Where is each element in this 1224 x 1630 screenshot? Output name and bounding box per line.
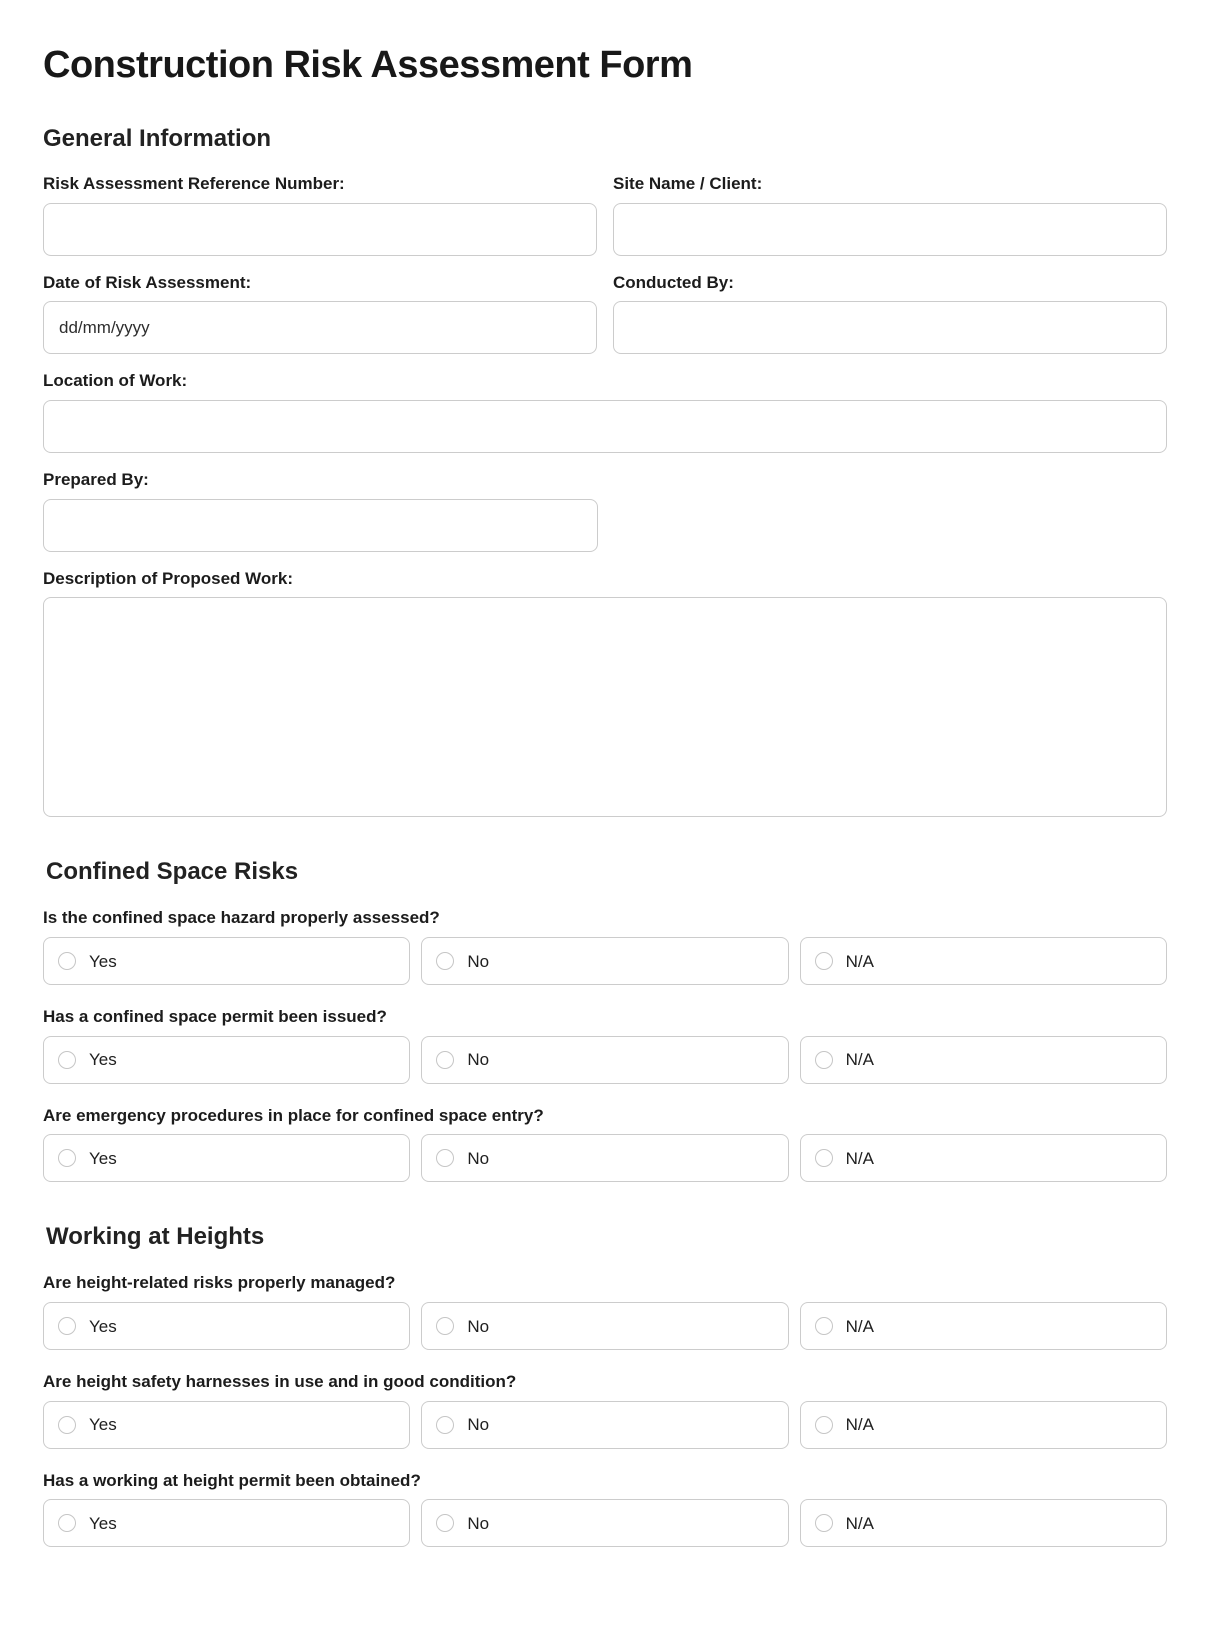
question-label: Has a working at height permit been obtained? [43,1470,421,1490]
radio-group [43,1134,1167,1182]
radio-option-na[interactable] [800,1499,1167,1547]
question-confined-permit [43,1008,1167,1084]
radio-option-label: N/A [845,1050,874,1070]
radio-circle-icon[interactable] [815,1416,833,1434]
question-heights-permit [43,1472,1167,1548]
question-label: Is the confined space hazard properly assessed? [43,908,440,928]
radio-circle-icon[interactable] [58,1051,76,1069]
radio-group [43,1302,1167,1350]
radio-circle-icon[interactable] [436,1051,454,1069]
radio-circle-icon[interactable] [58,1317,76,1335]
description-textarea[interactable] [43,597,1167,817]
radio-option-na[interactable] [800,1401,1167,1449]
radio-option-na[interactable] [800,1036,1167,1084]
radio-circle-icon[interactable] [815,1149,833,1167]
radio-circle-icon[interactable] [436,952,454,970]
radio-option-label: No [467,1415,490,1435]
radio-option-label: No [467,951,490,971]
question-confined-assessed [43,909,1167,985]
question-label: Are height-related risks properly managed? [43,1273,396,1293]
radio-option-yes[interactable] [43,937,410,985]
field-date [43,274,597,355]
radio-circle-icon[interactable] [58,952,76,970]
radio-circle-icon[interactable] [815,1317,833,1335]
radio-option-label: Yes [89,951,117,971]
date-input[interactable] [43,301,597,354]
row-ref-site [43,175,1167,256]
field-ref-number [43,175,597,256]
row-date-conducted [43,274,1167,355]
question-heights-managed [43,1274,1167,1350]
description-label: Description of Proposed Work: [43,568,293,588]
radio-option-no[interactable] [421,1401,788,1449]
radio-option-no[interactable] [421,1302,788,1350]
radio-option-no[interactable] [421,937,788,985]
radio-option-label: N/A [845,1513,874,1533]
prepared-by-input[interactable] [43,499,598,552]
radio-circle-icon[interactable] [815,1051,833,1069]
question-label: Are emergency procedures in place for confined space entry? [43,1105,544,1125]
field-location [43,372,1167,453]
radio-option-na[interactable] [800,937,1167,985]
date-label: Date of Risk Assessment: [43,272,252,292]
radio-option-label: Yes [89,1513,117,1533]
site-name-input[interactable] [613,203,1167,256]
question-heights-harnesses [43,1373,1167,1449]
radio-option-na[interactable] [800,1302,1167,1350]
question-label: Has a confined space permit been issued? [43,1007,387,1027]
field-description [43,570,1167,818]
field-prepared-by [43,471,1167,552]
radio-circle-icon[interactable] [436,1416,454,1434]
radio-circle-icon[interactable] [436,1317,454,1335]
radio-option-no[interactable] [421,1036,788,1084]
location-label: Location of Work: [43,371,188,391]
radio-option-no[interactable] [421,1499,788,1547]
radio-group [43,1036,1167,1084]
radio-circle-icon[interactable] [58,1149,76,1167]
radio-group [43,1499,1167,1547]
radio-group [43,937,1167,985]
ref-number-input[interactable] [43,203,597,256]
radio-option-label: N/A [845,1415,874,1435]
radio-option-label: N/A [845,951,874,971]
radio-group [43,1401,1167,1449]
radio-circle-icon[interactable] [58,1416,76,1434]
radio-option-label: No [467,1050,490,1070]
radio-option-na[interactable] [800,1134,1167,1182]
radio-option-yes[interactable] [43,1499,410,1547]
radio-option-yes[interactable] [43,1401,410,1449]
page-title: Construction Risk Assessment Form [43,44,693,86]
radio-circle-icon[interactable] [436,1514,454,1532]
section-heading-general-information: General Information [43,124,272,152]
conducted-by-label: Conducted By: [613,272,734,292]
radio-option-yes[interactable] [43,1036,410,1084]
location-input[interactable] [43,400,1167,453]
prepared-by-label: Prepared By: [43,469,149,489]
radio-option-label: No [467,1513,490,1533]
section-heading-working-at-heights: Working at Heights [46,1223,265,1251]
radio-option-no[interactable] [421,1134,788,1182]
ref-number-label: Risk Assessment Reference Number: [43,173,345,193]
field-site-name [613,175,1167,256]
radio-option-label: N/A [845,1148,874,1168]
radio-option-label: No [467,1148,490,1168]
radio-option-label: No [467,1316,490,1336]
question-confined-emergency [43,1107,1167,1183]
radio-option-yes[interactable] [43,1302,410,1350]
radio-option-yes[interactable] [43,1134,410,1182]
section-heading-confined-space-risks: Confined Space Risks [46,858,299,886]
radio-circle-icon[interactable] [58,1514,76,1532]
radio-option-label: Yes [89,1415,117,1435]
radio-circle-icon[interactable] [436,1149,454,1167]
site-name-label: Site Name / Client: [613,173,763,193]
radio-option-label: Yes [89,1316,117,1336]
radio-circle-icon[interactable] [815,952,833,970]
radio-option-label: Yes [89,1050,117,1070]
field-conducted-by [613,274,1167,355]
radio-circle-icon[interactable] [815,1514,833,1532]
radio-option-label: Yes [89,1148,117,1168]
conducted-by-input[interactable] [613,301,1167,354]
radio-option-label: N/A [845,1316,874,1336]
question-label: Are height safety harnesses in use and in good condition? [43,1372,517,1392]
